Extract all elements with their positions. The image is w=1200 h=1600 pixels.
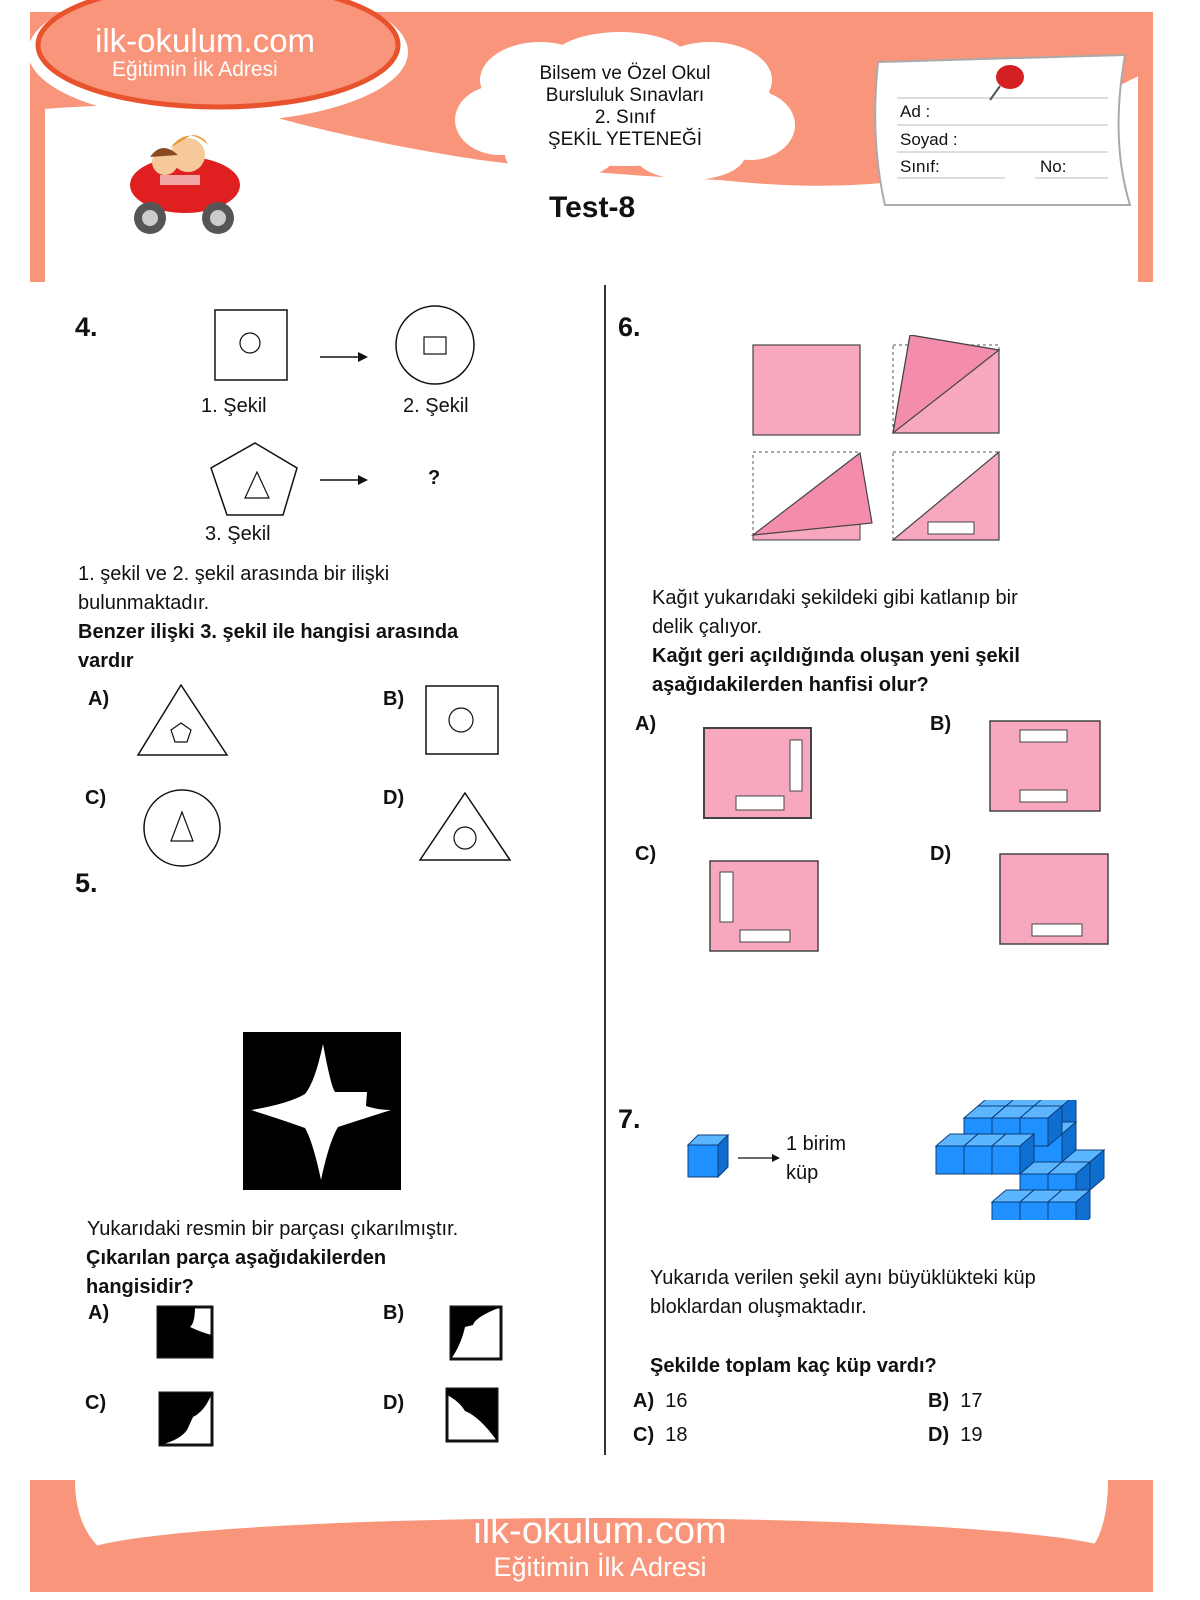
q5-main-figure: [243, 1032, 401, 1190]
q6-option-d-label[interactable]: D): [930, 843, 952, 865]
q6-option-c-label[interactable]: C): [635, 843, 657, 865]
header-cloud-text: [480, 63, 770, 151]
unit-cube-icon: [680, 1130, 780, 1190]
q4-unknown-mark: ?: [428, 467, 441, 489]
q5-option-b-figure: [451, 1307, 501, 1359]
q7-text-line-1: Yukarıda verilen şekil aynı büyüklükteki küp: [650, 1267, 1036, 1289]
cloud-line-4: ŞEKİL YETENEĞİ: [547, 129, 703, 150]
q7-option-b-letter: B): [928, 1390, 950, 1412]
q7-option-b-value: 17: [960, 1390, 983, 1412]
q7-option-b[interactable]: [928, 1390, 982, 1413]
car-mascot-icon: [130, 135, 240, 234]
q4-number: 4.: [75, 312, 98, 342]
q4-option-a-label[interactable]: A): [88, 688, 110, 710]
q5-question-line-2: hangisidir?: [86, 1276, 194, 1298]
q4-option-d-label[interactable]: D): [383, 787, 405, 809]
logo-slogan: Eğitimin İlk Adresi: [112, 58, 278, 81]
q5-option-a-figure: [158, 1307, 212, 1357]
q5-number: 5.: [75, 868, 98, 898]
q4-fig1-label: 1. Şekil: [201, 395, 267, 417]
q7-unit-label-line-1: 1 birim: [786, 1133, 847, 1155]
footer-slogan: Eğitimin İlk Adresi: [493, 1552, 707, 1582]
q5-option-d-label[interactable]: D): [383, 1392, 405, 1414]
q5-option-c-figure: [160, 1393, 212, 1445]
q7-number: 7.: [618, 1104, 641, 1134]
q4-text: [78, 560, 389, 618]
q6-option-a-figure: [704, 728, 811, 818]
q6-option-figures: [700, 718, 1120, 958]
column-divider: [604, 285, 606, 1455]
q4-question-line-2: vardır: [78, 650, 134, 672]
q5-text: Yukarıdaki resmin bir parçası çıkarılmıştır.: [87, 1218, 459, 1240]
q6-option-d-figure: [1000, 854, 1108, 944]
q7-option-d-value: 19: [960, 1424, 983, 1446]
q4-text-line-2: bulunmaktadır.: [78, 592, 210, 614]
q5-option-a-label[interactable]: A): [88, 1302, 110, 1324]
q6-question: [652, 642, 1020, 700]
test-title: Test-8: [549, 191, 636, 224]
q6-option-c-figure: [710, 861, 818, 951]
q4-fig2-label: 2. Şekil: [403, 395, 469, 417]
q6-text-line-2: delik çalıyor.: [652, 616, 763, 638]
q7-text: [650, 1264, 1036, 1322]
q4-option-figures: [130, 680, 530, 870]
q4-fig3-label: 3. Şekil: [205, 523, 271, 545]
q4-option-a-figure: [138, 685, 227, 755]
q4-text-line-1: 1. şekil ve 2. şekil arasında bir ilişki: [78, 563, 390, 585]
q4-option-b-figure: [426, 686, 498, 754]
q4-question: [78, 618, 458, 676]
cloud-line-1: Bilsem ve Özel Okul: [539, 63, 711, 84]
q5-option-c-label[interactable]: C): [85, 1392, 107, 1414]
q5-question-line-1: Çıkarılan parça aşağıdakilerden: [86, 1247, 387, 1269]
q6-text: [652, 584, 1018, 642]
q7-option-c-value: 18: [665, 1424, 688, 1446]
q7-unit-label-line-2: küp: [786, 1162, 819, 1184]
q7-option-c[interactable]: [633, 1424, 687, 1447]
q7-option-a-letter: A): [633, 1390, 655, 1412]
q6-folding-figures: [750, 335, 1010, 545]
form-ad-label: Ad :: [900, 102, 931, 121]
q6-question-line-1: Kağıt geri açıldığında oluşan yeni şekil: [652, 645, 1020, 667]
q7-option-a-value: 16: [665, 1390, 688, 1412]
q5-option-d-figure: [447, 1389, 497, 1441]
q6-option-b-figure: [990, 721, 1100, 811]
q4-figures: [190, 295, 510, 555]
q7-cube-structure: [932, 1100, 1117, 1220]
form-no-label: No:: [1040, 157, 1067, 176]
q7-option-d[interactable]: [928, 1424, 982, 1447]
q4-question-line-1: Benzer ilişki 3. şekil ile hangisi arasında: [78, 621, 459, 643]
cloud-line-2: Bursluluk Sınavları: [545, 85, 705, 106]
q5-option-b-label[interactable]: B): [383, 1302, 405, 1324]
form-soyad-label: Soyad :: [900, 130, 958, 149]
form-sinif-label: Sınıf:: [900, 157, 940, 176]
q5-question: [86, 1244, 386, 1302]
logo-site-name: ilk-okulum.com: [95, 22, 316, 59]
q7-option-d-letter: D): [928, 1424, 950, 1446]
q5-option-figures: [155, 1305, 515, 1455]
q7-option-a[interactable]: [633, 1390, 687, 1413]
q6-number: 6.: [618, 312, 641, 342]
q6-option-a-label[interactable]: A): [635, 713, 657, 735]
footer-site-name: ilk-okulum.com: [473, 1510, 727, 1552]
q4-option-c-label[interactable]: C): [85, 787, 107, 809]
pin-icon: [996, 65, 1024, 89]
q6-option-b-label[interactable]: B): [930, 713, 952, 735]
q7-question: Şekilde toplam kaç küp vardı?: [650, 1355, 937, 1377]
q7-unit-label: [786, 1130, 846, 1188]
q4-option-c-figure: [144, 790, 220, 866]
cloud-line-3: 2. Sınıf: [594, 107, 656, 128]
q7-text-line-2: bloklardan oluşmaktadır.: [650, 1296, 867, 1318]
q4-option-b-label[interactable]: B): [383, 688, 405, 710]
q6-question-line-2: aşağıdakilerden hanfisi olur?: [652, 674, 929, 696]
q7-option-c-letter: C): [633, 1424, 655, 1446]
q6-text-line-1: Kağıt yukarıdaki şekildeki gibi katlanıp bir: [652, 587, 1018, 609]
